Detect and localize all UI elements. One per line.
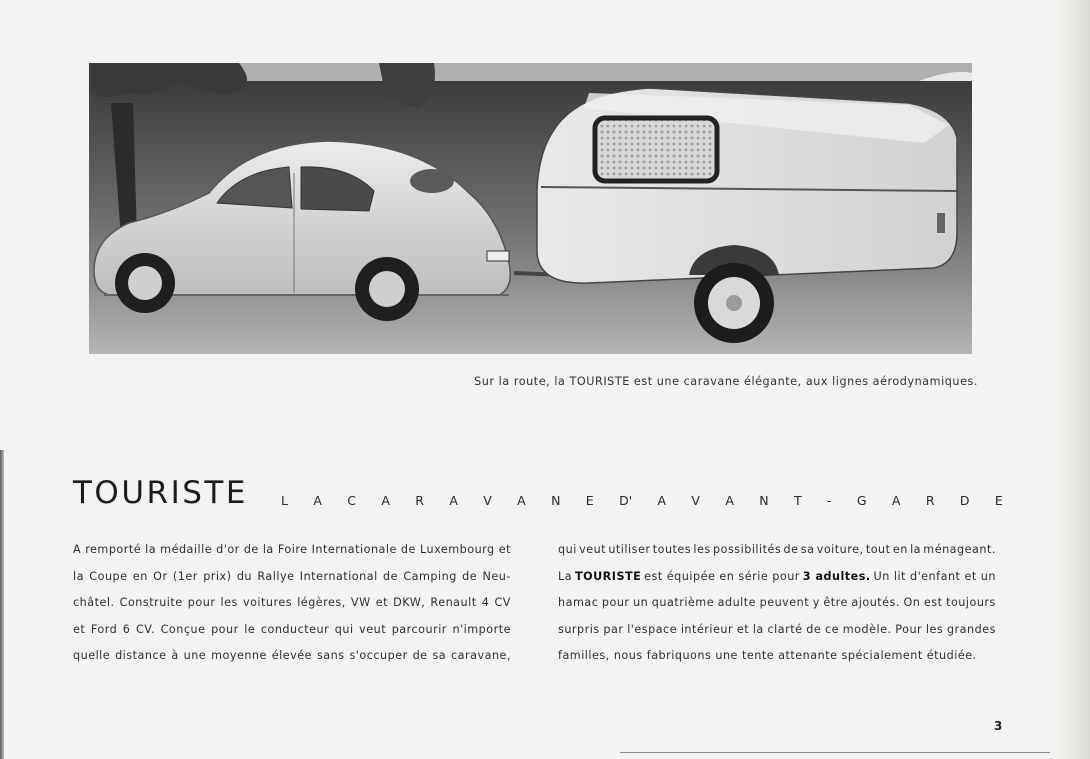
subtitle-letter: A <box>517 493 526 508</box>
subtitle-letter: A <box>657 493 667 508</box>
word: On <box>903 596 921 610</box>
word: ajoutés. <box>851 596 900 610</box>
word: y <box>812 596 820 610</box>
subtitle-letter: N <box>759 493 769 508</box>
right-text: La <box>558 569 573 583</box>
word: de <box>806 622 822 636</box>
right-bold-text: 3 adultes. <box>802 569 871 583</box>
word: la <box>145 543 157 556</box>
left-line <box>73 590 511 617</box>
title-block <box>73 475 1003 525</box>
word: les <box>220 596 238 610</box>
word: quelle <box>73 649 111 663</box>
word: Ford <box>90 622 118 636</box>
word: les <box>693 543 711 556</box>
word: le <box>244 622 256 636</box>
right-line <box>558 617 996 644</box>
subtitle-letter: E <box>585 493 594 508</box>
word: veut <box>579 543 607 556</box>
subtitle-letter: A <box>891 493 901 508</box>
word: élevée <box>271 649 313 663</box>
bottom-rule <box>620 752 1050 753</box>
word: être <box>823 596 848 610</box>
word: utiliser <box>608 543 651 556</box>
word: 6 <box>122 622 131 636</box>
right-column <box>558 537 996 670</box>
subtitle-letter: A <box>449 493 458 508</box>
word: de <box>383 569 399 583</box>
word: qui <box>558 543 577 556</box>
page-edge-left <box>0 450 4 759</box>
word: à <box>171 649 179 663</box>
word: d'or <box>216 543 240 556</box>
word: de <box>783 543 799 556</box>
word: Renault <box>430 596 477 610</box>
word: légères, <box>297 596 346 610</box>
word: châtel. <box>73 596 115 610</box>
word: (1er <box>172 569 198 583</box>
right-line <box>558 537 996 564</box>
word: voiture, <box>816 543 864 556</box>
word: International <box>299 569 378 583</box>
right-line <box>558 590 996 617</box>
word: caravane, <box>451 649 511 663</box>
subtitle-letter: R <box>925 493 935 508</box>
word: un <box>633 596 649 610</box>
page-title: TOURISTE <box>73 475 248 511</box>
word: sa <box>432 649 447 663</box>
subtitle-letter: E <box>994 493 1003 508</box>
word: médaille <box>160 543 213 556</box>
word: modèle. <box>842 622 892 636</box>
left-line <box>73 564 511 591</box>
word: prix) <box>203 569 232 583</box>
photo-caption: Sur la route, la TOURISTE est une caravane élégante, aux lignes aérodynamiques. <box>474 375 978 388</box>
word: 4 <box>481 596 490 610</box>
word: voitures <box>242 596 293 610</box>
word: possibilités <box>713 543 782 556</box>
word: Foire <box>277 543 308 556</box>
right-bold-text: TOURISTE <box>574 569 642 583</box>
page-number: 3 <box>994 719 1003 733</box>
word: surpris <box>558 622 600 636</box>
word: les <box>925 622 944 636</box>
word: Coupe <box>89 569 128 583</box>
word: n'importe <box>452 622 511 636</box>
word: Construite <box>119 596 183 610</box>
word: qui <box>334 622 354 636</box>
word: grandes <box>946 622 996 636</box>
word: pour <box>187 596 216 610</box>
subtitle-letter: T <box>793 493 802 508</box>
word: adulte <box>717 596 757 610</box>
word: CV <box>494 596 511 610</box>
right-line: familles, nous fabriquons une tente attenante spécialement étudiée. <box>558 649 977 663</box>
word: intérieur <box>680 622 734 636</box>
word: toujours <box>946 596 996 610</box>
word: la <box>752 622 764 636</box>
word: conducteur <box>260 622 330 636</box>
word: Pour <box>895 622 923 636</box>
word: peuvent <box>759 596 810 610</box>
word: pour <box>211 622 239 636</box>
word: quatrième <box>651 596 715 610</box>
word: et <box>73 622 86 636</box>
subtitle-letter: - <box>826 493 832 508</box>
word: est <box>923 596 943 610</box>
right-text: est équipée en série pour <box>644 569 800 583</box>
word: pour <box>601 596 630 610</box>
word: ce <box>824 622 840 636</box>
subtitle-letter: G <box>856 493 867 508</box>
word: Luxembourg <box>419 543 495 556</box>
subtitle-letter: D' <box>619 493 633 508</box>
word: de <box>412 649 428 663</box>
word: toutes <box>652 543 692 556</box>
subtitle-letter: A <box>381 493 390 508</box>
word: en <box>132 569 148 583</box>
word: la <box>73 569 84 583</box>
word: l'espace <box>627 622 678 636</box>
word: de <box>400 543 416 556</box>
word: remporté <box>85 543 142 556</box>
word: ménageant. <box>923 543 996 556</box>
subtitle <box>281 493 1003 508</box>
word: Rallye <box>257 569 295 583</box>
word: Internationale <box>311 543 397 556</box>
word: et <box>498 543 511 556</box>
subtitle-letter: N <box>551 493 561 508</box>
left-column <box>73 537 511 670</box>
word: sans <box>316 649 345 663</box>
word: hamac <box>558 596 599 610</box>
word: parcourir <box>391 622 447 636</box>
word: tout <box>865 543 891 556</box>
right-text: Un lit d'enfant et un <box>873 569 996 583</box>
word: DKW, <box>393 596 426 610</box>
word: une <box>183 649 207 663</box>
left-line <box>73 617 511 644</box>
word: la <box>262 543 274 556</box>
left-line <box>73 537 511 564</box>
word: et <box>736 622 750 636</box>
word: CV. <box>135 622 156 636</box>
word: A <box>73 543 82 556</box>
subtitle-letter: D <box>959 493 970 508</box>
word: clarté <box>767 622 803 636</box>
word: moyenne <box>211 649 267 663</box>
word: sa <box>800 543 815 556</box>
subtitle-letter: A <box>725 493 734 508</box>
page-edge-right <box>1056 0 1090 759</box>
word: du <box>236 569 253 583</box>
word: de <box>243 543 259 556</box>
subtitle-letter: R <box>415 493 424 508</box>
subtitle-letter: C <box>347 493 356 508</box>
word: la <box>910 543 922 556</box>
subtitle-letter: A <box>313 493 322 508</box>
word: Camping <box>403 569 457 583</box>
word: de <box>462 569 478 583</box>
subtitle-letter: V <box>691 493 700 508</box>
word: distance <box>115 649 167 663</box>
subtitle-letter: L <box>281 493 288 508</box>
word: en <box>892 543 908 556</box>
word: Neu- <box>482 569 511 583</box>
right-line-mixed <box>558 564 996 591</box>
word: VW <box>350 596 371 610</box>
subtitle-letter: V <box>483 493 492 508</box>
left-line <box>73 643 511 670</box>
word: Or <box>153 569 168 583</box>
word: par <box>603 622 624 636</box>
word: et <box>375 596 389 610</box>
word: veut <box>359 622 387 636</box>
word: Conçue <box>160 622 206 636</box>
word: s'occuper <box>349 649 408 663</box>
photo-car-and-caravan <box>89 63 972 354</box>
